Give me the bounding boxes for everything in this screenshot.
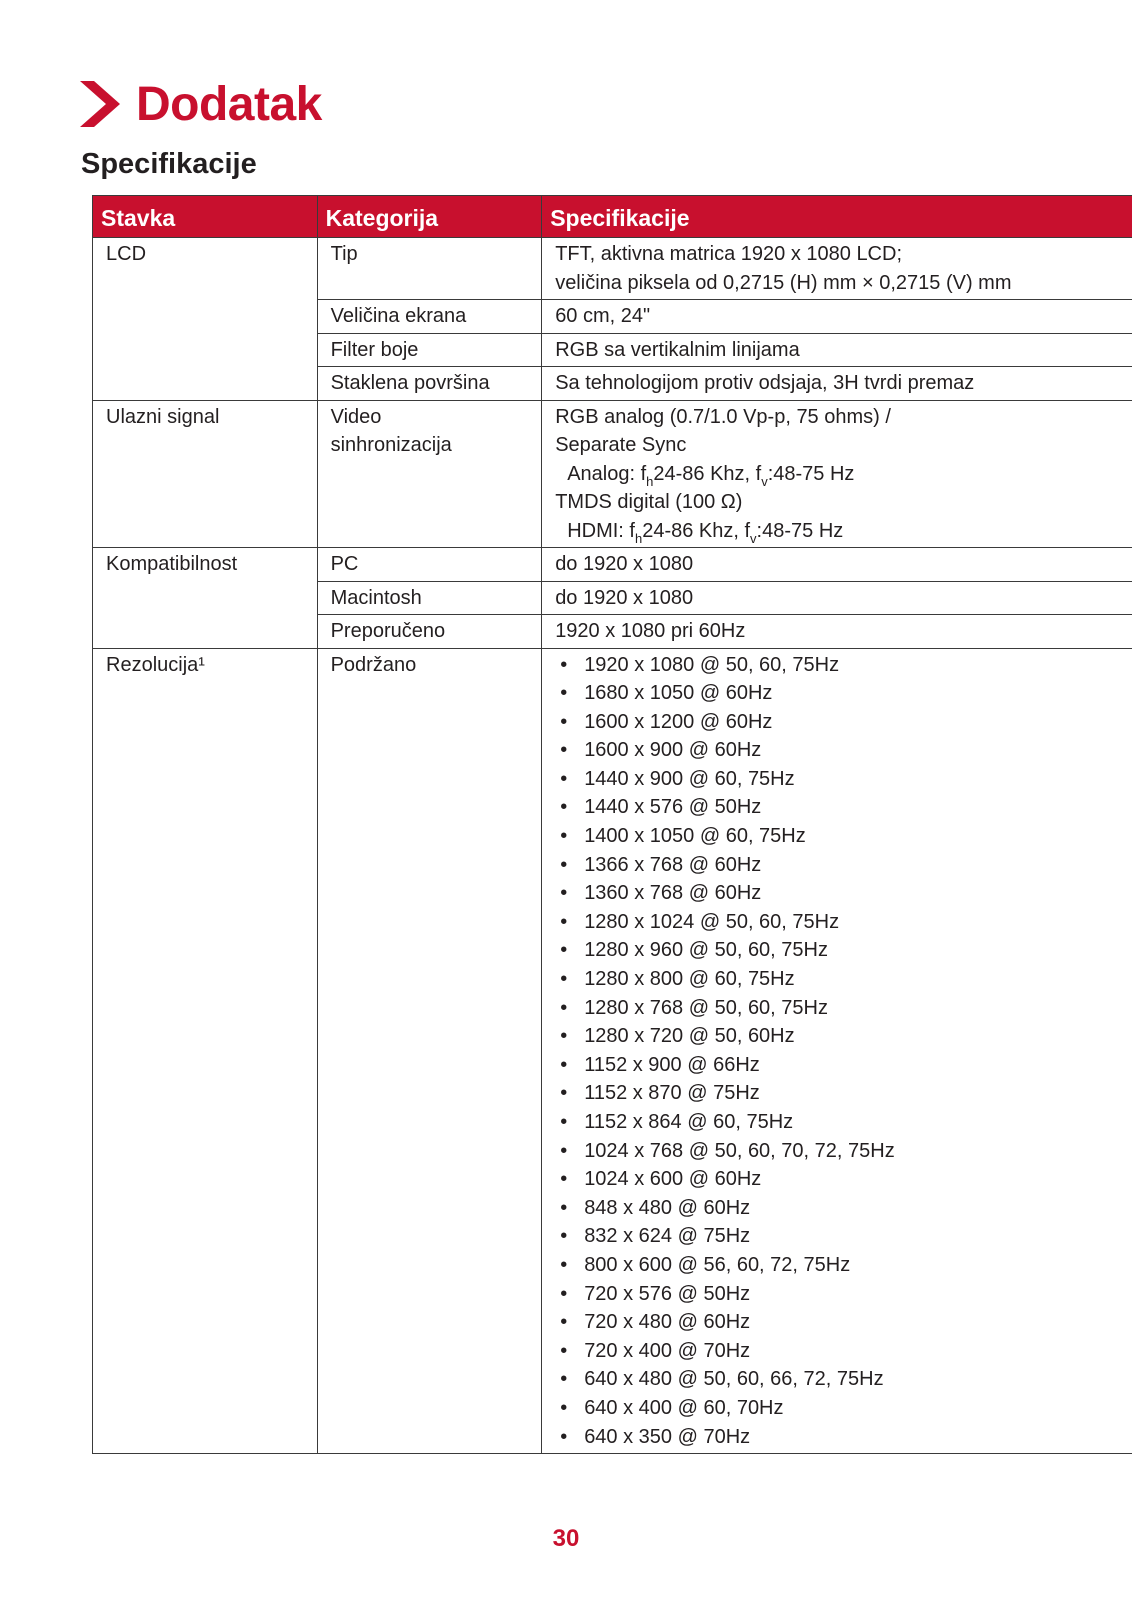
resolution-item: • 1280 x 768 @ 50, 60, 75Hz (555, 994, 1125, 1023)
category-recommended: Preporučeno (317, 615, 542, 649)
resolution-item: • 1152 x 870 @ 75Hz (555, 1079, 1125, 1108)
spec-screen-size: 60 cm, 24" (542, 300, 1132, 334)
spec-input-line1: RGB analog (0.7/1.0 Vp-p, 75 ohms) / (555, 405, 891, 428)
category-video-sync-line2: sinhronizacija (330, 434, 452, 456)
header-stavka: Stavka (93, 196, 318, 238)
category-supported: Podržano (317, 648, 542, 1454)
spec-input-hdmi: HDMI: $f_h24-86$ Khz, $f_v:48-75$ Hz (567, 519, 844, 546)
page-number: 30 (552, 1525, 580, 1552)
category-video-sync (317, 400, 542, 548)
spec-tip-line1: TFT, aktivna matrica 1920 x 1080 LCD; (555, 243, 903, 265)
resolution-item: • 640 x 350 @ 70Hz (555, 1423, 1125, 1452)
resolution-item: • 720 x 400 @ 70Hz (555, 1337, 1125, 1366)
category-tip: Tip (317, 238, 542, 300)
resolution-item: • 848 x 480 @ 60Hz (555, 1194, 1125, 1223)
resolution-item: • 1440 x 900 @ 60, 75Hz (555, 765, 1125, 794)
spec-recommended: 1920 x 1080 pri 60Hz (542, 615, 1132, 649)
item-lcd: LCD (93, 238, 318, 401)
header-kategorija: Kategorija (317, 196, 542, 238)
spec-pc: do 1920 x 1080 (542, 548, 1132, 582)
spec-input-analog: Analog: $f_h24-86$ Khz, $f_v:48-75$ Hz (567, 462, 855, 489)
resolution-item: • 720 x 480 @ 60Hz (555, 1308, 1125, 1337)
item-resolution: Rezolucija¹ (93, 648, 318, 1454)
resolution-item: • 1152 x 900 @ 66Hz (555, 1051, 1125, 1080)
resolution-item: • 800 x 600 @ 56, 60, 72, 75Hz (555, 1251, 1125, 1280)
resolution-item: • 1400 x 1050 @ 60, 75Hz (555, 822, 1125, 851)
resolution-item: • 1280 x 960 @ 50, 60, 75Hz (555, 936, 1125, 965)
category-video-sync-line1: Video (330, 405, 382, 428)
specifications-table (92, 195, 1132, 1454)
resolution-item: • 1024 x 768 @ 50, 60, 70, 72, 75Hz (555, 1137, 1125, 1166)
resolution-item: • 1920 x 1080 @ 50, 60, 75Hz (555, 651, 1125, 680)
resolution-item: • 1152 x 864 @ 60, 75Hz (555, 1108, 1125, 1137)
resolution-item: • 640 x 400 @ 60, 70Hz (555, 1394, 1125, 1423)
spec-macintosh: do 1920 x 1080 (542, 581, 1132, 615)
table-row (93, 548, 1132, 582)
category-pc: PC (317, 548, 542, 582)
page-header (80, 74, 322, 134)
spec-tip-line2: veličina piksela od 0,2715 (H) mm × 0,2715 (V) mm (555, 271, 1012, 294)
resolution-item: • 1360 x 768 @ 60Hz (555, 879, 1125, 908)
resolution-item: • 1280 x 1024 @ 50, 60, 75Hz (555, 908, 1125, 937)
resolution-item: • 640 x 480 @ 50, 60, 66, 72, 75Hz (555, 1365, 1125, 1394)
spec-input-line2: Separate Sync (555, 434, 687, 456)
resolution-list (555, 651, 1125, 1452)
spec-color-filter: RGB sa vertikalnim linijama (542, 333, 1132, 367)
table-row (93, 648, 1132, 1454)
resolution-item: • 1680 x 1050 @ 60Hz (555, 679, 1125, 708)
chevron-right-icon (80, 81, 120, 127)
item-input-signal: Ulazni signal (93, 400, 318, 548)
spec-input-tmds: TMDS digital (100 Ω) (555, 491, 743, 513)
resolution-item: • 1600 x 900 @ 60Hz (555, 736, 1125, 765)
category-glass-surface: Staklena površina (317, 367, 542, 401)
category-macintosh: Macintosh (317, 581, 542, 615)
table-header-row (93, 196, 1132, 238)
resolution-item: • 832 x 624 @ 75Hz (555, 1222, 1125, 1251)
resolution-item: • 1366 x 768 @ 60Hz (555, 851, 1125, 880)
resolution-item: • 1280 x 800 @ 60, 75Hz (555, 965, 1125, 994)
spec-resolution-list (542, 648, 1132, 1454)
category-screen-size: Veličina ekrana (317, 300, 542, 334)
header-specifikacije: Specifikacije (542, 196, 1132, 238)
table-row (93, 238, 1132, 300)
spec-tip (542, 238, 1132, 300)
table-row (93, 400, 1132, 548)
resolution-item: • 1440 x 576 @ 50Hz (555, 793, 1125, 822)
spec-input-signal (542, 400, 1132, 548)
spec-glass-surface: Sa tehnologijom protiv odsjaja, 3H tvrdi premaz (542, 367, 1132, 401)
resolution-item: • 1024 x 600 @ 60Hz (555, 1165, 1125, 1194)
section-title: Specifikacije (81, 148, 257, 180)
item-compatibility: Kompatibilnost (93, 548, 318, 649)
page-title: Dodatak (136, 77, 322, 131)
category-color-filter: Filter boje (317, 333, 542, 367)
resolution-item: • 1280 x 720 @ 50, 60Hz (555, 1022, 1125, 1051)
resolution-item: • 720 x 576 @ 50Hz (555, 1280, 1125, 1309)
resolution-item: • 1600 x 1200 @ 60Hz (555, 708, 1125, 737)
